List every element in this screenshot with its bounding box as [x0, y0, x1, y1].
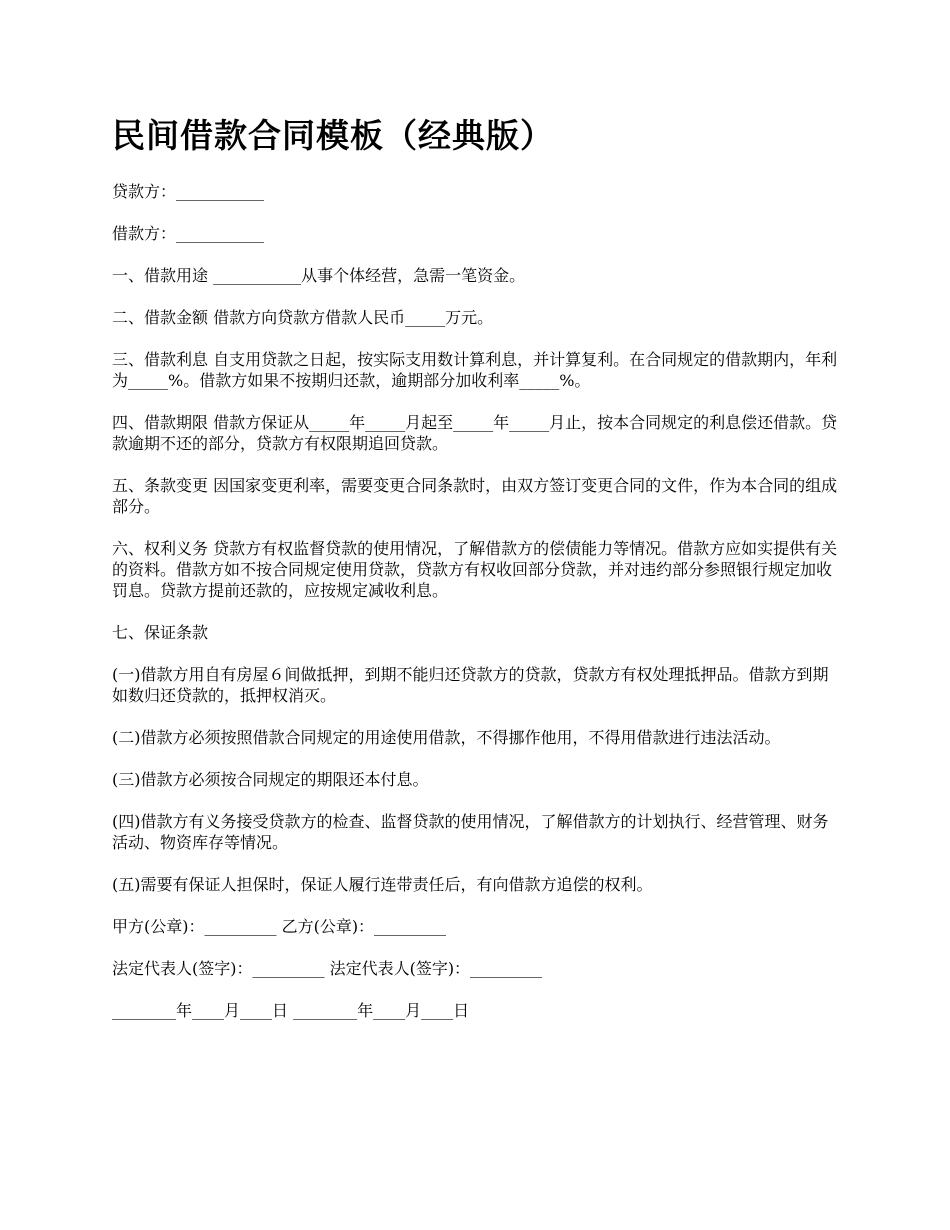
clause-rights: 六、权利义务 贷款方有权监督贷款的使用情况，了解借款方的偿债能力等情况。借款方应如实提供有关的资料。借款方如不按合同规定使用贷款，贷款方有权收回部分贷款，并对违约部分参照银行规定加收罚息。贷款方提前还款的，应按规定减收利息。 — [112, 539, 838, 600]
clause-amount: 二、借款金额 借款方向贷款方借款人民币_____万元。 — [112, 308, 494, 327]
clause-interest: 三、借款利息 自支用贷款之日起，按实际支用数计算利息，并计算复利。在合同规定的借款期内，年利为_____%。借款方如果不按期归还款，逾期部分加收利率_____%。 — [112, 350, 838, 390]
guarantee-item-3: (三)借款方必须按合同规定的期限还本付息。 — [112, 770, 429, 789]
clause-change: 五、条款变更 因国家变更利率，需要变更合同条款时，由双方签订变更合同的文件，作为本合同的组成部分。 — [112, 476, 838, 516]
signature-seal-line: 甲方(公章)：_________ 乙方(公章)：_________ — [112, 917, 447, 936]
clause-purpose: 一、借款用途 ___________从事个体经营，急需一笔资金。 — [112, 266, 526, 285]
guarantee-item-4: (四)借款方有义务接受贷款方的检查、监督贷款的使用情况，了解借款方的计划执行、经营管理、财务活动、物资库存等情况。 — [112, 812, 829, 852]
guarantee-item-5: (五)需要有保证人担保时，保证人履行连带责任后，有向借款方追偿的权利。 — [112, 875, 653, 894]
borrower-line: 借款方：___________ — [112, 224, 265, 243]
document-page — [112, 108, 842, 1042]
signature-representative-line: 法定代表人(签字)：_________ 法定代表人(签字)：_________ — [112, 959, 543, 978]
signature-date-line: ________年____月____日 ________年____月____日 — [112, 1001, 470, 1020]
document-title: 民间借款合同模板（经典版） — [112, 116, 554, 155]
lender-line: 贷款方：___________ — [112, 182, 265, 201]
clause-term: 四、借款期限 借款方保证从_____年_____月起至_____年_____月止，按本合同规定的利息偿还借款。贷款逾期不还的部分，贷款方有权限期追回贷款。 — [112, 413, 838, 453]
guarantee-item-1: (一)借款方用自有房屋６间做抵押，到期不能归还贷款方的贷款，贷款方有权处理抵押品。借款方到期如数归还贷款的，抵押权消灭。 — [112, 665, 829, 705]
guarantee-item-2: (二)借款方必须按照借款合同规定的用途使用借款，不得挪作他用，不得用借款进行违法活动。 — [112, 728, 781, 747]
clause-guarantee-heading: 七、保证条款 — [112, 623, 209, 642]
